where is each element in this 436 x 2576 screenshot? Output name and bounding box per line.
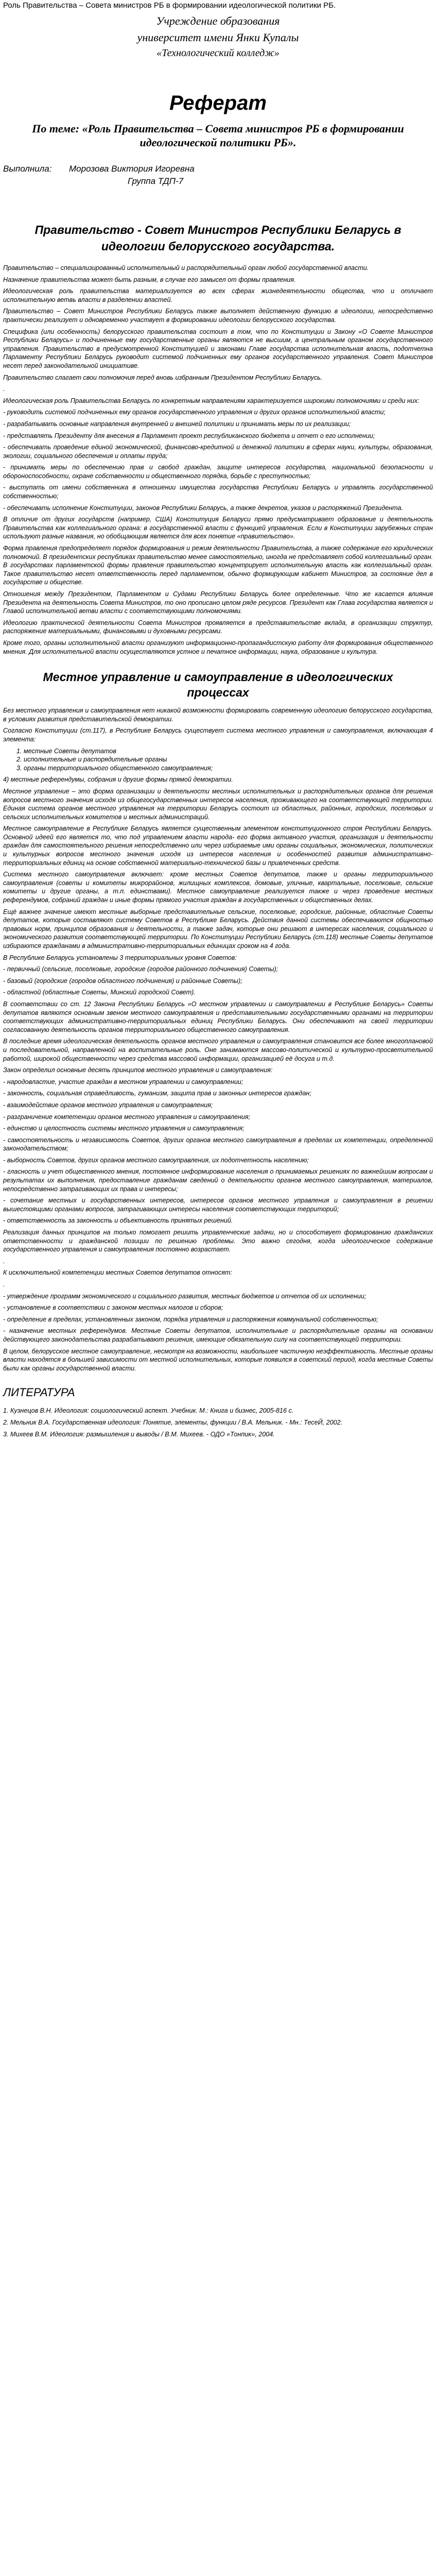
section-2-body — [0, 706, 436, 1372]
section-1-body — [0, 264, 436, 656]
paragraph: - самостоятельность и независимость Советов, других органов местного самоуправления в пределах их компетенции, определенной законодательством; — [3, 1136, 433, 1153]
institution-line-1: Учреждение образования — [156, 14, 280, 27]
paragraph: . — [3, 1257, 5, 1265]
literature-list — [0, 1406, 436, 1438]
paragraph: - назначение местных референдумов. Местные Советы депутатов, исполнительные и распорядительные органы на основании действующего законодательства разрабатывают решения, имеющие обязательную силу на соответствующей территории. — [3, 1327, 433, 1343]
literature-heading: ЛИТЕРАТУРА — [3, 1386, 75, 1399]
paragraph: 4) местные референдумы, собрания и другие формы прямой демократии. — [3, 776, 233, 784]
paragraph: - единство и целостность системы местного управления и самоуправления; — [3, 1125, 245, 1132]
paragraph: - обеспечивать исполнение Конституции, законов Республики Беларусь, а также декретов, указов и распоряжений Президента. — [3, 504, 404, 512]
paragraph: - определение в пределах, установленных законом, порядка управления и распоряжения коммунальной собственностью; — [3, 1315, 378, 1323]
paragraph: - принимать меры по обеспечению прав и свобод граждан, защите интересов государства, национальной безопасности и обороноспособности, охране собственности и общественного порядка, борьбе с преступностью; — [3, 464, 433, 480]
list-item: 2. исполнительные и распорядительные органы — [24, 755, 433, 764]
paragraph: - выборность Советов, других органов местного самоуправления, их подотчетность населению; — [3, 1156, 309, 1164]
author-label: Выполнила: — [3, 164, 52, 174]
paragraph: Местное управление – это форма организации и деятельности местных исполнительных и распорядительных органов для решения вопросов местного значения исходя из общегосударственных интересов населения, проживающего на соответствующей территории. Единая система органов местного управления на территории Беларусь состоит из областных, районных, городских, поселковых и сельских исполнительных комитетов и местных администраций. — [3, 787, 433, 821]
topic-label: По теме: — [32, 122, 80, 135]
document-topline: Роль Правительства – Совета министров РБ в формировании идеологической политики РБ. — [3, 1, 336, 10]
paragraph: . — [3, 385, 5, 393]
list-item: 1. местные Советы депутатов — [24, 747, 433, 756]
paragraph: - обеспечивать проведение единой экономической, финансово-кредитной и денежной политики в сферах науки, культуры, образования, экологии, социального обеспечения и оплаты труда; — [3, 444, 433, 460]
paragraph: Местное самоуправление в Республике Беларусь является существенным элементом конституционного строя Республики Беларусь. Основной идеей его является то, что под управлением власти народа- его форма активного участия, организация и деятельности граждан для самостоятельного решения непосредственно или через избираемые ими органы социальных, экономических, политических и культурных вопросов местного значения исходя из интересов населения и особенностей развития административно-территориальных единиц на основе собственной материально-технической базы и привлеченных средств. — [3, 825, 433, 867]
paragraph: - сочетание местных и государственных интересов, интересов органов местного управления и самоуправления в решении вышестоящими органами вопросов, затрагивающих интересы населения соответствующих территорий; — [3, 1197, 433, 1213]
paragraph: Назначение правительства может быть разным, в случае его замысел от формы правления. — [3, 276, 296, 283]
paragraph: - первичный (сельские, поселковые, городские (городов районного подчинения) Советы); — [3, 965, 278, 973]
paragraph: - выступать от имени собственника в отношении имущества государства Республики Беларусь и управлять государственной собственностью; — [3, 484, 433, 500]
paragraph: В Республике Беларусь установлены 3 территориальных уровня Советов: — [3, 954, 237, 961]
paragraph: Реализация данных принципов на только помогает решить управленческие задачи, но и способствует формированию гражданских ответственности и гражданской позиции по решению проблемы. Это важно сегодня, когда идеологическое содержание государственного управления и самоуправления постоянно возрастает. — [3, 1229, 433, 1253]
paragraph: - утверждение программ экономического и социального развития, местных бюджетов и отчетов об их исполнении; — [3, 1292, 367, 1300]
paragraph: . — [3, 1281, 5, 1288]
paragraph: Идеологическая роль правительства материализуется во всех сферах жизнедеятельности общества, что и отличает исполнительную ветвь власти в разделении властей. — [3, 287, 433, 303]
paragraph: - народовластие, участие граждан в местном управлении и самоуправлении; — [3, 1078, 243, 1086]
paragraph: - руководить системой подчиненных ему органов государственного управления и других органов исполнительной власти; — [3, 409, 386, 416]
paragraph: Система местного самоуправления включает: кроме местных Советов депутатов, также и органы территориального самоуправления (советы и комитеты микрорайонов, жилищных комплексов, домовые, уличные, квартальные, поселковые, сельские комитеты и другие органы, а т.п. единствами). Местное самоуправление реализуется также и через проведение местных референдумов, собраний граждан и иные формы прямого участия граждан в государственных и общественных делах. — [3, 871, 433, 904]
paragraph: Закон определил основные десять принципов местного управления и самоуправления: — [3, 1066, 273, 1074]
college-name: «Технологический колледж» — [156, 47, 280, 59]
paragraph: - представлять Президенту для внесения в Парламент проект республиканского бюджета и отчет о его исполнении; — [3, 432, 375, 439]
paragraph: Согласно Конституции (ст.117), в Республике Беларусь существует система местного управления и самоуправления, включающая 4 элемента: — [3, 727, 433, 743]
paragraph: - базовый (городские (городов областного подчинения) и районные Советы); — [3, 977, 242, 985]
paragraph: Без местного управления и самоуправления нет никакой возможности формировать современную идеологию белорусского государства, в условиях развития представительской демократии. — [3, 707, 433, 723]
author-block — [3, 163, 436, 188]
section-1-heading: Правительство - Совет Министров Республики Беларусь в идеологии белорусского государства. — [34, 223, 402, 253]
paragraph: - областной (областные Советы, Минский городской Совет). — [3, 989, 196, 996]
institution-line-2: университет имени Янки Купалы — [137, 31, 299, 44]
paragraph: - законность, социальная справедливость, гуманизм, защита прав и законных интересов граждан; — [3, 1090, 311, 1097]
reference-item: 1. Кузнецов В.Н. Идеология: социологический аспект. Учебник. М.: Книга и бизнес, 2005-816 с. — [3, 1407, 294, 1415]
topic-block — [31, 122, 405, 149]
paragraph: - гласность и учет общественного мнения, постоянное информирование населения о принимаемых решениях по важнейшим вопросам и результатах их выполнения, предоставление гражданам сведений о деятельности органов местного самоуправления, материалов, непосредственно затрагивающих их права и интересы; — [3, 1168, 433, 1193]
author-group: Группа ТДП-7 — [128, 176, 184, 186]
paragraph: Специфика (или особенность) белорусского правительства состоит в том, что по Конституции и Закону «О Совете Министров Республики Беларусь» и подчиненные ему государственные органы являются не высшим, а центральным органом государственного управления. Правительство в предусмотренной Конституцией и законами Главе государства исполнительная власть, подотчетна Парламенту Республики Беларусь руководит системой подчиненных ему органов государственного управления. Совет Министров несет перед законодательной инициативе. — [3, 328, 433, 369]
paragraph: В соответствии со ст. 12 Закона Республики Беларусь «О местном управлении и самоуправлении в Республике Беларусь» Советы депутатов являются основным звеном местного самоуправления и представительными государственными органами на территории соответствующих административно-территориальных единиц Республики Беларусь. Они обеспечивают на своей территории согласованную деятельность органов территориального общественного самоуправления. — [3, 1000, 433, 1033]
institution-block — [0, 13, 436, 61]
topic-text: «Роль Правительства – Совета министров РБ в формировании идеологической политики РБ». — [79, 122, 404, 149]
paragraph: Правительство – Совет Министров Республики Беларусь также выполняет действенную функцию в идеологии, непосредственно практически реализует и одновременно участвует в формировании идеологии белорусского государства. — [3, 308, 433, 324]
section-2-list — [3, 747, 433, 773]
document-type-title: Реферат — [169, 92, 267, 114]
paragraph: - ответственность за законность и объективность принятых решений. — [3, 1217, 233, 1225]
paragraph: Кроме того, органы исполнительной власти организуют информационно-пропагандистскую работу для формирования общественного мнения. Для исполнительной власти осуществляются устное и печатное информации, наука, образование и культура. — [3, 639, 433, 655]
paragraph: В отличие от других государств (например, США) Конституция Беларуси прямо предусматривает образование и деятельность Правительства как коллегиального органа: в государственной власти с функцией управления. Если в Конституции зарубежных стран используют разные названия, но обобщающим является для всех понятие «правительство». — [3, 516, 433, 540]
paragraph: - разрабатывать основные направления внутренней и внешней политики и принимать меры по их реализации; — [3, 420, 351, 428]
author-name: Морозова Виктория Игоревна — [69, 164, 195, 174]
paragraph: Идеологическая роль Правительства Беларусь по конкретным направлениям характеризуется широкими полномочиями и среди них: — [3, 397, 420, 404]
paragraph: Форма правления предопределяет порядок формирования и режим деятельности Правительства, а также содержание его юридических полномочий. В президентских республиках правительство менее самостоятельно, иногда не представляет собой коллегиальный орган. В государствах парламентской формы правления правительство концентрирует исполнительную власть как коллегиальный орган. Такое правительство несет ответственность перед парламентом, обычно формирующим кабинет Министров, за состояние дел в государстве и обществе. — [3, 545, 433, 586]
paragraph: Правительство – специализированный исполнительный и распорядительный орган любой государственной власти. — [3, 264, 369, 272]
paragraph: Правительство слагает свои полномочия перед вновь избранным Президентом Республики Беларусь. — [3, 374, 323, 381]
paragraph: В целом, белорусское местное самоуправление, несмотря на возможности, наибольшее частичную неэффективность. Местные органы власти находятся в большей зависимости от местной исполнительных, которые появился в советский период, когда местные Советы были как органы государственной власти. — [3, 1347, 433, 1372]
paragraph: Отношения между Президентом, Парламентом и Судами Республики Беларусь более определенные. Что же касается влияния Президента на деятельность Совета Министров, то оно прописано целом ряде ресурсов. Президент как Глава государства является и Главой исполнительной ветви власти с соответствующими полномочиями. — [3, 590, 433, 615]
paragraph: - взаимодействие органов местного управления и самоуправления; — [3, 1101, 213, 1109]
paragraph: Идеологию практической деятельности Совета Министров проявляется в представительстве вклада, в организации структур, распоряжение материальными, финансовыми и духовными ресурсами. — [3, 619, 433, 635]
reference-item: 2. Мельник В.А. Государственная идеология: Понятие, элементы, функции / В.А. Мельник. - Мн.: ТесеЙ, 2002. — [3, 1418, 343, 1426]
paragraph: - разграничение компетенции органов местного управления и самоуправления; — [3, 1113, 251, 1121]
paragraph: - установление в соответствии с законом местных налогов и сборов; — [3, 1304, 223, 1312]
paragraph: В последние время идеологическая деятельность органов местного управления и самоуправления становится все более многоплановой и последовательной, направленной на воспитательные роль. Оне занимаются массово-политической и культурно-просветительной работой, широкой общественности через средства массовой информации, организацией её досуга и т.д. — [3, 1038, 433, 1062]
section-2-heading: Местное управление и самоуправление в идеологических процессах — [43, 670, 393, 700]
paragraph: Ещё важнее значение имеют местные выборные представительные сельские, поселковые, городские, районные, областные Советы депутатов, которые составляют систему Советов в Республике Беларусь. Действия данной системы обеспечиваются общностью правовых норм, принципов образования и деятельности, а также задач, которые они решают в интересах населения, социального и экономического развития соответствующей территории. По Конституции Республики Беларусь (ст.118) местные Советы депутатов избираются гражданами в административно-территориальных единицах сроком на 4 года. — [3, 908, 433, 950]
list-item: 3. органы территориального общественного самоуправления; — [24, 764, 433, 773]
paragraph: К исключительной компетенции местных Советов депутатов относят: — [3, 1269, 232, 1277]
reference-item: 3. Михеев В.М. Идеология: размышления и выводы / В.М. Михеев. - ОДО «Тонпик», 2004. — [3, 1430, 275, 1438]
